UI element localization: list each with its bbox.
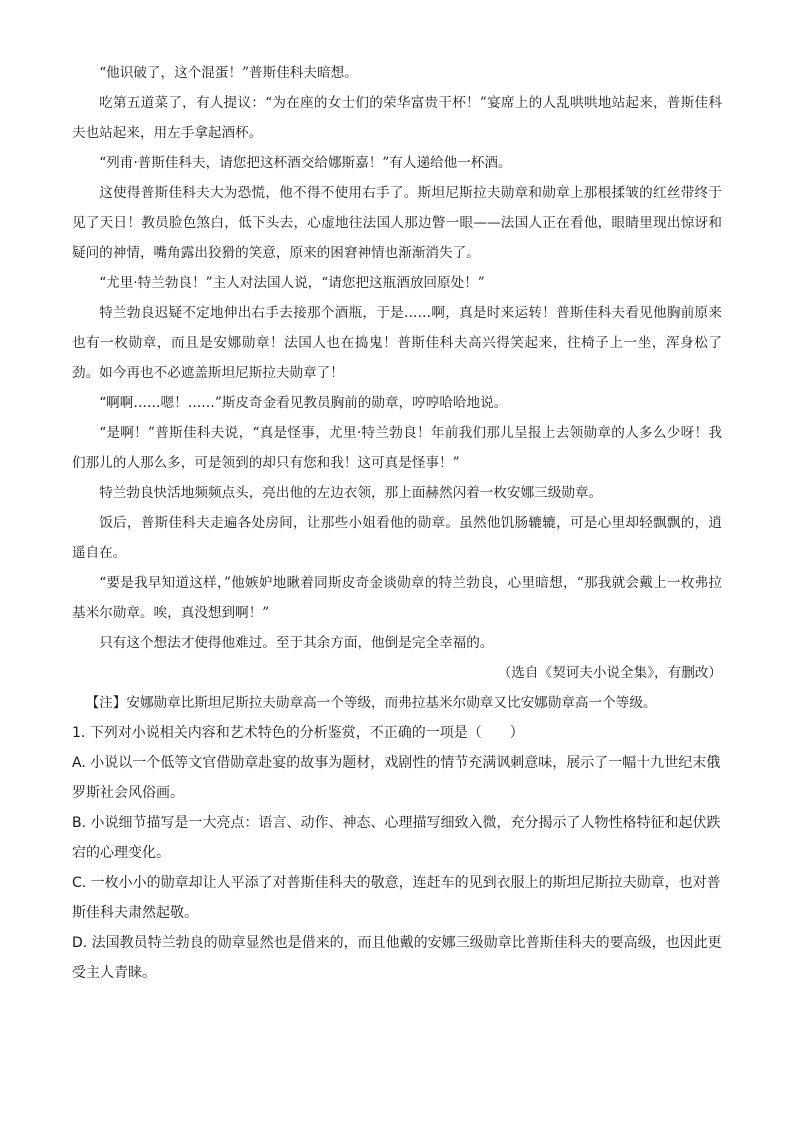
passage-paragraph: “列甫·普斯佳科夫，请您把这杯酒交给娜斯嘉！”有人递给他一杯酒。 <box>99 155 512 171</box>
passage-paragraph: 吃第五道菜了，有人提议：“为在座的女士们的荣华富贵干杯！”宴席上的人乱哄哄地站起来，普斯佳科夫也站起来，用左手拿起酒杯。 <box>72 95 722 141</box>
footnote: 【注】安娜勋章比斯坦尼斯拉夫勋章高一个等级，而弗拉基米尔勋章又比安娜勋章高一个等级。 <box>85 695 657 711</box>
question-stem: 1. 下列对小说相关内容和艺术特色的分析鉴赏，不正确的一项是（ ） <box>72 725 524 741</box>
passage-paragraph: “啊啊……嗯！……”斯皮奇金看见教员胸前的勋章，哼哼哈哈地说。 <box>99 395 508 411</box>
story-passage <box>72 58 722 658</box>
option-c: C. 一枚小小的勋章却让人平添了对普斯佳科夫的敬意，连赶车的见到衣服上的斯坦尼斯拉夫勋章，也对普斯佳科夫肃然起敬。 <box>72 875 721 921</box>
passage-paragraph: 只有这个想法才使得他难过。至于其余方面，他倒是完全幸福的。 <box>99 635 494 651</box>
passage-paragraph: 特兰勃良快活地频频点头，亮出他的左边衣领，那上面赫然闪着一枚安娜三级勋章。 <box>99 485 603 501</box>
option-a: A. 小说以一个低等文官借勋章赴宴的故事为题材，戏剧性的情节充满讽刺意味，展示了一幅十九世纪末俄罗斯社会风俗画。 <box>72 755 721 801</box>
passage-paragraph: “尤里·特兰勃良！”主人对法国人说，“请您把这瓶酒放回原处！” <box>99 275 485 291</box>
passage-paragraph: 饭后，普斯佳科夫走遍各处房间，让那些小姐看他的勋章。虽然他饥肠辘辘，可是心里却轻飘飘的，逍遥自在。 <box>72 515 722 561</box>
option-b: B. 小说细节描写是一大亮点：语言、动作、神态、心理描写细致入微，充分揭示了人物性格特征和起伏跌宕的心理变化。 <box>72 815 721 861</box>
document-page <box>72 58 722 988</box>
option-d: D. 法国教员特兰勃良的勋章显然也是借来的，而且他戴的安娜三级勋章比普斯佳科夫的要高级，也因此更受主人青睐。 <box>72 935 722 981</box>
question-block <box>72 718 722 988</box>
passage-paragraph: “是啊！”普斯佳科夫说，“真是怪事，尤里·特兰勃良！年前我们那儿呈报上去领勋章的人多么少呀！我们那儿的人那么多，可是领到的却只有您和我！这可真是怪事！” <box>72 425 722 471</box>
source-citation: （选自《契诃夫小说全集》，有删改） <box>497 665 722 681</box>
passage-paragraph: 这使得普斯佳科夫大为恐慌，他不得不使用右手了。斯坦尼斯拉夫勋章和勋章上那根揉皱的红丝带终于见了天日！教员脸色煞白，低下头去，心虚地往法国人那边瞥一眼——法国人正在看他，眼睛里现出惊讶和疑问的神情，嘴角露出狡猾的笑意，原来的困窘神情也渐渐消失了。 <box>72 185 722 261</box>
passage-paragraph: “要是我早知道这样，”他嫉妒地瞅着同斯皮奇金谈勋章的特兰勃良，心里暗想，“那我就会戴上一枚弗拉基米尔勋章。唉，真没想到啊！” <box>72 575 722 621</box>
passage-paragraph: 特兰勃良迟疑不定地伸出右手去接那个酒瓶，于是……啊，真是时来运转！普斯佳科夫看见他胸前原来也有一枚勋章，而且是安娜勋章！法国人也在捣鬼！普斯佳科夫高兴得笑起来，往椅子上一坐，浑身松了劲。如今再也不必遮盖斯坦尼斯拉夫勋章了！ <box>72 305 722 381</box>
passage-paragraph: “他识破了，这个混蛋！”普斯佳科夫暗想。 <box>99 65 358 81</box>
